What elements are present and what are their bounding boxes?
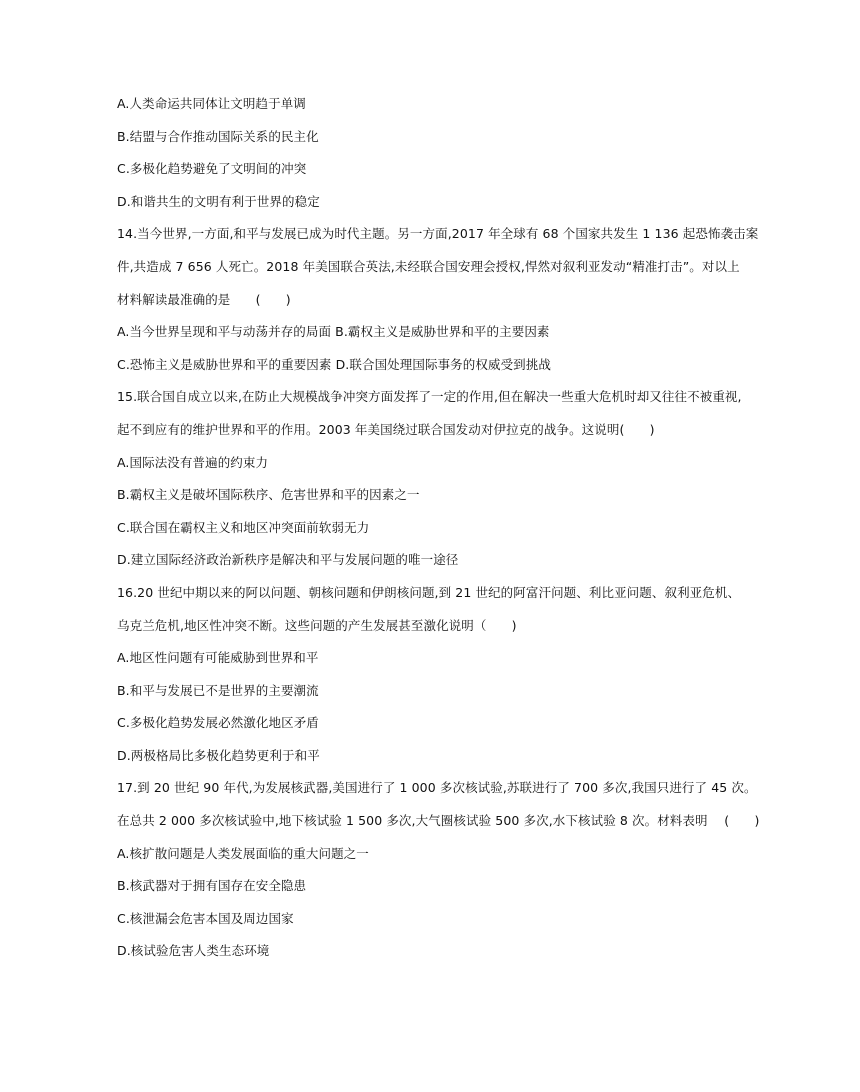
question-17 <box>117 772 777 968</box>
option-a: A.国际法没有普遍的约束力 <box>117 454 269 470</box>
question-stem-line: 材料解读最准确的是 ( ) <box>117 291 291 307</box>
question-stem-line: 起不到应有的维护世界和平的作用。2003 年美国绕过联合国发动对伊拉克的战争。这说明( ) <box>117 421 655 437</box>
option-c: C.多极化趋势发展必然激化地区矛盾 <box>117 715 319 731</box>
question-stem-line: 在总共 2 000 多次核试验中,地下核试验 1 500 多次,大气圈核试验 500 多次,水下核试验 8 次。材料表明 ( ) <box>117 813 760 829</box>
option-ab: A.当今世界呈现和平与动荡并存的局面 B.霸权主义是威胁世界和平的主要因素 <box>117 324 550 340</box>
question-14 <box>117 218 777 381</box>
option-a: A.人类命运共同体让文明趋于单调 <box>117 96 306 111</box>
question-stem-line: 14.当今世界,一方面,和平与发展已成为时代主题。另一方面,2017 年全球有 68 个国家共发生 1 136 起恐怖袭击案 <box>117 226 759 242</box>
option-a: A.地区性问题有可能威胁到世界和平 <box>117 650 319 666</box>
option-a: A.核扩散问题是人类发展面临的重大问题之一 <box>117 845 369 861</box>
option-b: B.结盟与合作推动国际关系的民主化 <box>117 128 319 144</box>
question-stem-line: 16.20 世纪中期以来的阿以问题、朝核问题和伊朗核问题,到 21 世纪的阿富汗问题、利比亚问题、叙利亚危机、 <box>117 584 741 600</box>
option-c: C.核泄漏会危害本国及周边国家 <box>117 910 294 926</box>
option-c: C.联合国在霸权主义和地区冲突面前软弱无力 <box>117 519 370 535</box>
option-d: D.和谐共生的文明有利于世界的稳定 <box>117 193 320 209</box>
question-16 <box>117 577 777 773</box>
question-stem-line: 15.联合国自成立以来,在防止大规模战争冲突方面发挥了一定的作用,但在解决一些重大危机时却又往往不被重视, <box>117 389 742 405</box>
question-stem-line: 17.到 20 世纪 90 年代,为发展核武器,美国进行了 1 000 多次核试验,苏联进行了 700 多次,我国只进行了 45 次。 <box>117 780 757 796</box>
option-cd: C.恐怖主义是威胁世界和平的重要因素 D.联合国处理国际事务的权威受到挑战 <box>117 356 551 372</box>
option-d: D.两极格局比多极化趋势更利于和平 <box>117 747 320 763</box>
option-b: B.和平与发展已不是世界的主要潮流 <box>117 682 319 698</box>
option-c: C.多极化趋势避免了文明间的冲突 <box>117 161 307 177</box>
document-body <box>117 88 777 968</box>
question-13-options <box>117 88 777 218</box>
option-b: B.霸权主义是破坏国际秩序、危害世界和平的因素之一 <box>117 487 420 503</box>
option-d: D.建立国际经济政治新秩序是解决和平与发展问题的唯一途径 <box>117 552 459 568</box>
question-15 <box>117 381 777 577</box>
question-stem-line: 件,共造成 7 656 人死亡。2018 年美国联合英法,未经联合国安理会授权,悍然对叙利亚发动“精准打击”。对以上 <box>117 258 740 274</box>
option-d: D.核试验危害人类生态环境 <box>117 943 270 959</box>
option-b: B.核武器对于拥有国存在安全隐患 <box>117 878 307 894</box>
question-stem-line: 乌克兰危机,地区性冲突不断。这些问题的产生发展甚至激化说明（ ) <box>117 617 517 633</box>
